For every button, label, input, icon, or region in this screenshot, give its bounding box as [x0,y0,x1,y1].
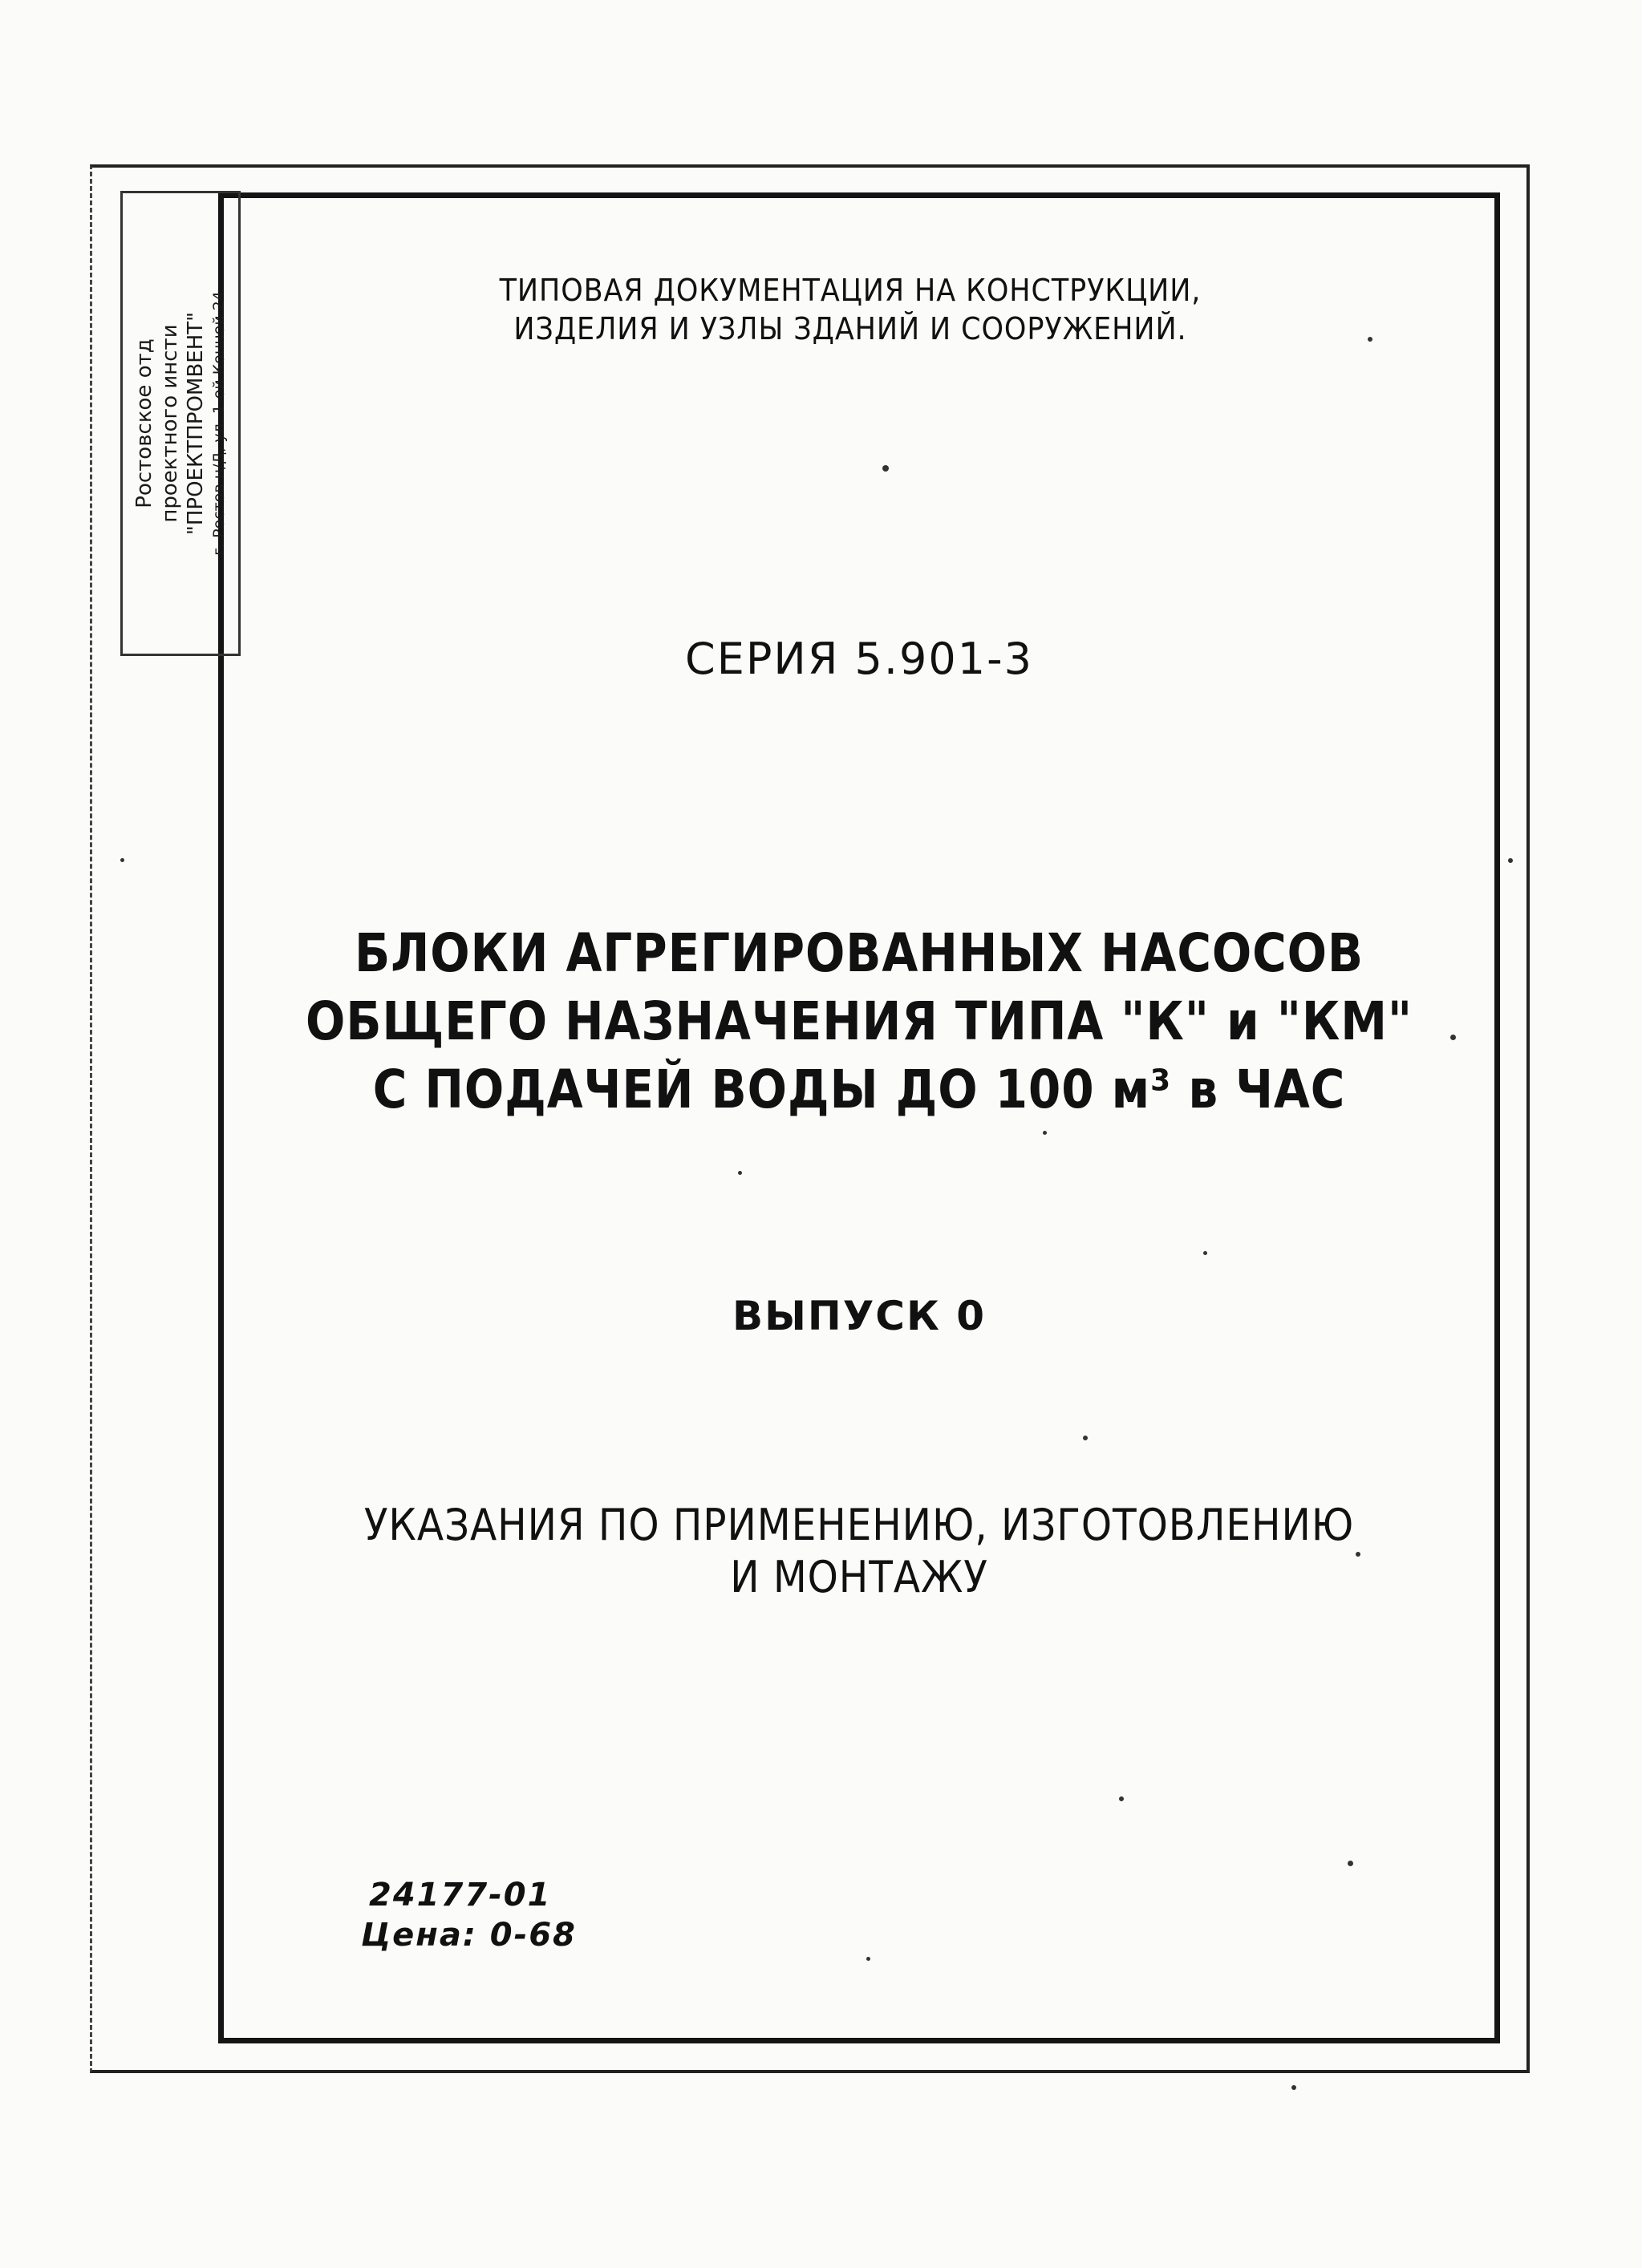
header-line-2: ИЗДЕЛИЯ И УЗЛЫ ЗДАНИЙ И СООРУЖЕНИЙ. [513,311,1187,346]
main-title-line-3: С ПОДАЧЕЙ ВОДЫ ДО 100 м³ в ЧАС [372,1059,1346,1120]
scan-speck [1368,337,1372,342]
stamp-line-3: "ПРОЕКТПРОМВЕНТ" [184,311,208,536]
stamp-line-4: г. Ростов н/Д, ул. 1-ой Конной 24 [210,291,228,556]
scan-speck [866,1957,870,1961]
main-title-line-1: БЛОКИ АГРЕГИРОВАННЫХ НАСОСОВ [354,922,1364,984]
subtitle-line-2: И МОНТАЖУ [730,1552,988,1602]
document-code: 24177-01 [369,1877,552,1914]
scan-speck [1119,1796,1124,1801]
issue-number: ВЫПУСК 0 [732,1293,987,1339]
scan-speck [1043,1131,1047,1135]
scan-speck [882,465,889,472]
scan-speck [1083,1436,1088,1440]
scan-speck [1356,1552,1360,1557]
price: Цена: 0-68 [361,1917,577,1954]
header-line-1: ТИПОВАЯ ДОКУМЕНТАЦИЯ НА КОНСТРУКЦИИ, [499,273,1202,308]
series-number: СЕРИЯ 5.901-3 [685,634,1033,684]
scan-speck [1450,1035,1456,1040]
organization-stamp [120,191,241,656]
scan-speck [1348,1861,1353,1866]
scan-speck [1291,2085,1296,2090]
scan-speck [1203,1251,1207,1255]
stamp-line-1: Ростовское отд [132,338,156,508]
stamp-line-2: проектного инсти [158,324,182,523]
scan-speck [1508,858,1513,863]
scan-speck [738,1171,742,1175]
scan-speck [120,858,124,862]
subtitle-line-1: УКАЗАНИЯ ПО ПРИМЕНЕНИЮ, ИЗГОТОВЛЕНИЮ [363,1500,1355,1550]
main-title-line-2: ОБЩЕГО НАЗНАЧЕНИЯ ТИПА "К" и "КМ" [305,990,1413,1052]
